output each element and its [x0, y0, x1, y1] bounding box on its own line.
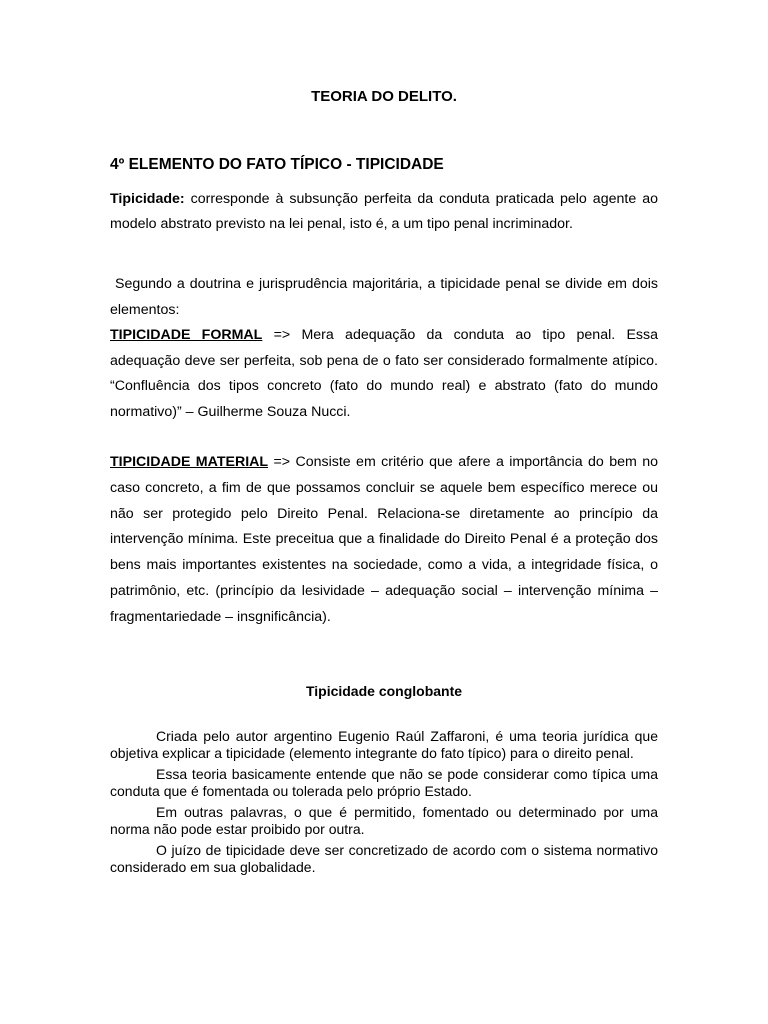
conglobante-paragraph: O juízo de tipicidade deve ser concretizado de acordo com o sistema normativo considerado em sua globalidade.	[110, 842, 658, 875]
material-label: TIPICIDADE MATERIAL	[110, 454, 269, 470]
conglobante-paragraph: Em outras palavras, o que é permitido, fomentado ou determinado por uma norma não pode estar proibido por outra.	[110, 804, 658, 837]
conglobante-paragraph: Essa teoria basicamente entende que não se pode considerar como típica uma conduta que é fomentada ou tolerada pelo próprio Estado.	[110, 766, 658, 799]
conglobante-block	[110, 728, 658, 880]
document-title: TEORIA DO DELITO.	[311, 88, 457, 105]
section-heading: 4º ELEMENTO DO FATO TÍPICO - TIPICIDADE	[110, 156, 444, 173]
material-text: => Consiste em critério que afere a importância do bem no caso concreto, a fim de que possamos concluir se aquele bem específico merece ou não ser protegido pelo Direito Penal. Relaciona-se diretamente ao princípio da intervenção mínima. Este preceitua que a finalidade do Direito Penal é a proteção dos bens mais importantes existentes na sociedade, como a vida, a integridade física, o patrimônio, etc. (princípio da lesividade – adequação social – intervenção mínima – fragmentariedade – insgnificância).	[110, 454, 658, 625]
conglobante-heading: Tipicidade conglobante	[305, 683, 463, 699]
formal-label: TIPICIDADE FORMAL	[110, 327, 263, 343]
conglobante-paragraph: Criada pelo autor argentino Eugenio Raúl Zaffaroni, é uma teoria jurídica que objetiva explicar a tipicidade (elemento integrante do fato típico) para o direito penal.	[110, 728, 658, 761]
tipicidade-label: Tipicidade:	[110, 191, 185, 207]
formal-paragraph	[110, 323, 658, 425]
material-paragraph	[110, 450, 658, 631]
tipicidade-text: corresponde à subsunção perfeita da conduta praticada pelo agente ao modelo abstrato previsto na lei penal, isto é, a um tipo penal incriminador.	[110, 191, 658, 232]
elements-block	[110, 272, 662, 425]
tipicidade-definition-paragraph	[110, 187, 658, 237]
intro-paragraph: Segundo a doutrina e jurisprudência majoritária, a tipicidade penal se divide em dois elementos:	[110, 276, 662, 318]
formal-text: => Mera adequação da conduta ao tipo penal. Essa adequação deve ser perfeita, sob pena de o fato ser considerado formalmente atípico. “Confluência dos tipos concreto (fato do mundo real) e abstrato (fato do mundo normativo)” – Guilherme Souza Nucci.	[110, 327, 658, 420]
